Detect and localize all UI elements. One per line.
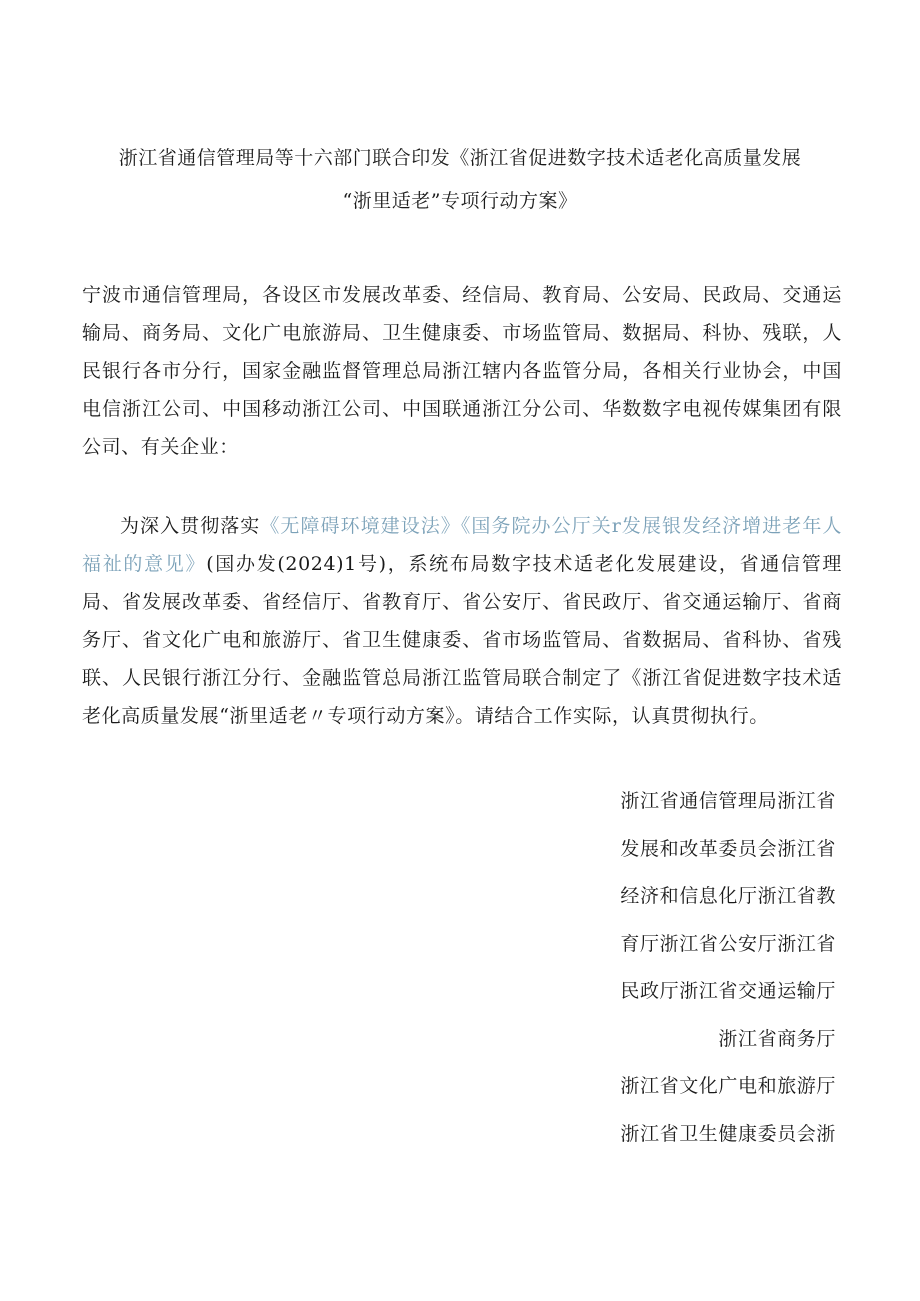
signatory-line: 浙江省卫生健康委员会浙 (620, 1122, 836, 1145)
body-paragraph (82, 507, 842, 735)
body-intro: 为深入贯彻落实 (120, 515, 261, 537)
signatory-line: 经济和信息化厅浙江省教 (620, 885, 836, 907)
signatory-line: 浙江省文化广电和旅游厅 (620, 1075, 836, 1097)
document-title-line-1: 浙江省通信管理局等十六部门联合印发《浙江省促进数字技术适老化高质量发展 (118, 147, 802, 169)
law-link-accessibility[interactable]: 《无障碍环境建设法》 (260, 515, 461, 537)
addressees-paragraph: 宁波市通信管理局，各设区市发展改革委、经信局、教育局、公安局、民政局、交通运输局、商务局、文化广电旅游局、卫生健康委、市场监管局、数据局、科协、残联，人民银行各市分行，国家金融监督管理总局浙江辖内各监管分局，各相关行业协会，中国电信浙江公司、中国移动浙江公司、中国联通浙江分公司、华数数字电视传媒集团有限公司、有关企业： (82, 284, 842, 458)
signatory-line: 发展和改革委员会浙江省 (620, 837, 836, 860)
signatory-line: 浙江省商务厅 (718, 1027, 836, 1050)
signatory-line: 育厅浙江省公安厅浙江省 (620, 932, 836, 955)
signatories-list (536, 783, 836, 1163)
document-title-line-2: “浙里适老”专项行动方案》 (342, 190, 578, 212)
signatory-line: 民政厅浙江省交通运输厅 (620, 980, 836, 1002)
law-link-state-council-opinion[interactable]: 《国务院办公厅关r发展银发经济增进老年人福祉的意见》 (82, 515, 842, 575)
body-rest: (国办发(2024)1号)，系统布局数字技术适老化发展建设，省通信管理局、省发展改革委、省经信厅、省教育厅、省公安厅、省民政厅、省交通运输厅、省商务厅、省文化广电和旅游厅、省卫生健康委、省市场监管局、省数据局、省科协、省残联、人民银行浙江分行、金融监管总局浙江监管局联合制定了《浙江省促进数字技术适老化高质量发展“浙里适老〃专项行动方案》。请结合工作实际，认真贯彻执行。 (82, 553, 842, 727)
signatory-line: 浙江省通信管理局浙江省 (620, 790, 836, 812)
